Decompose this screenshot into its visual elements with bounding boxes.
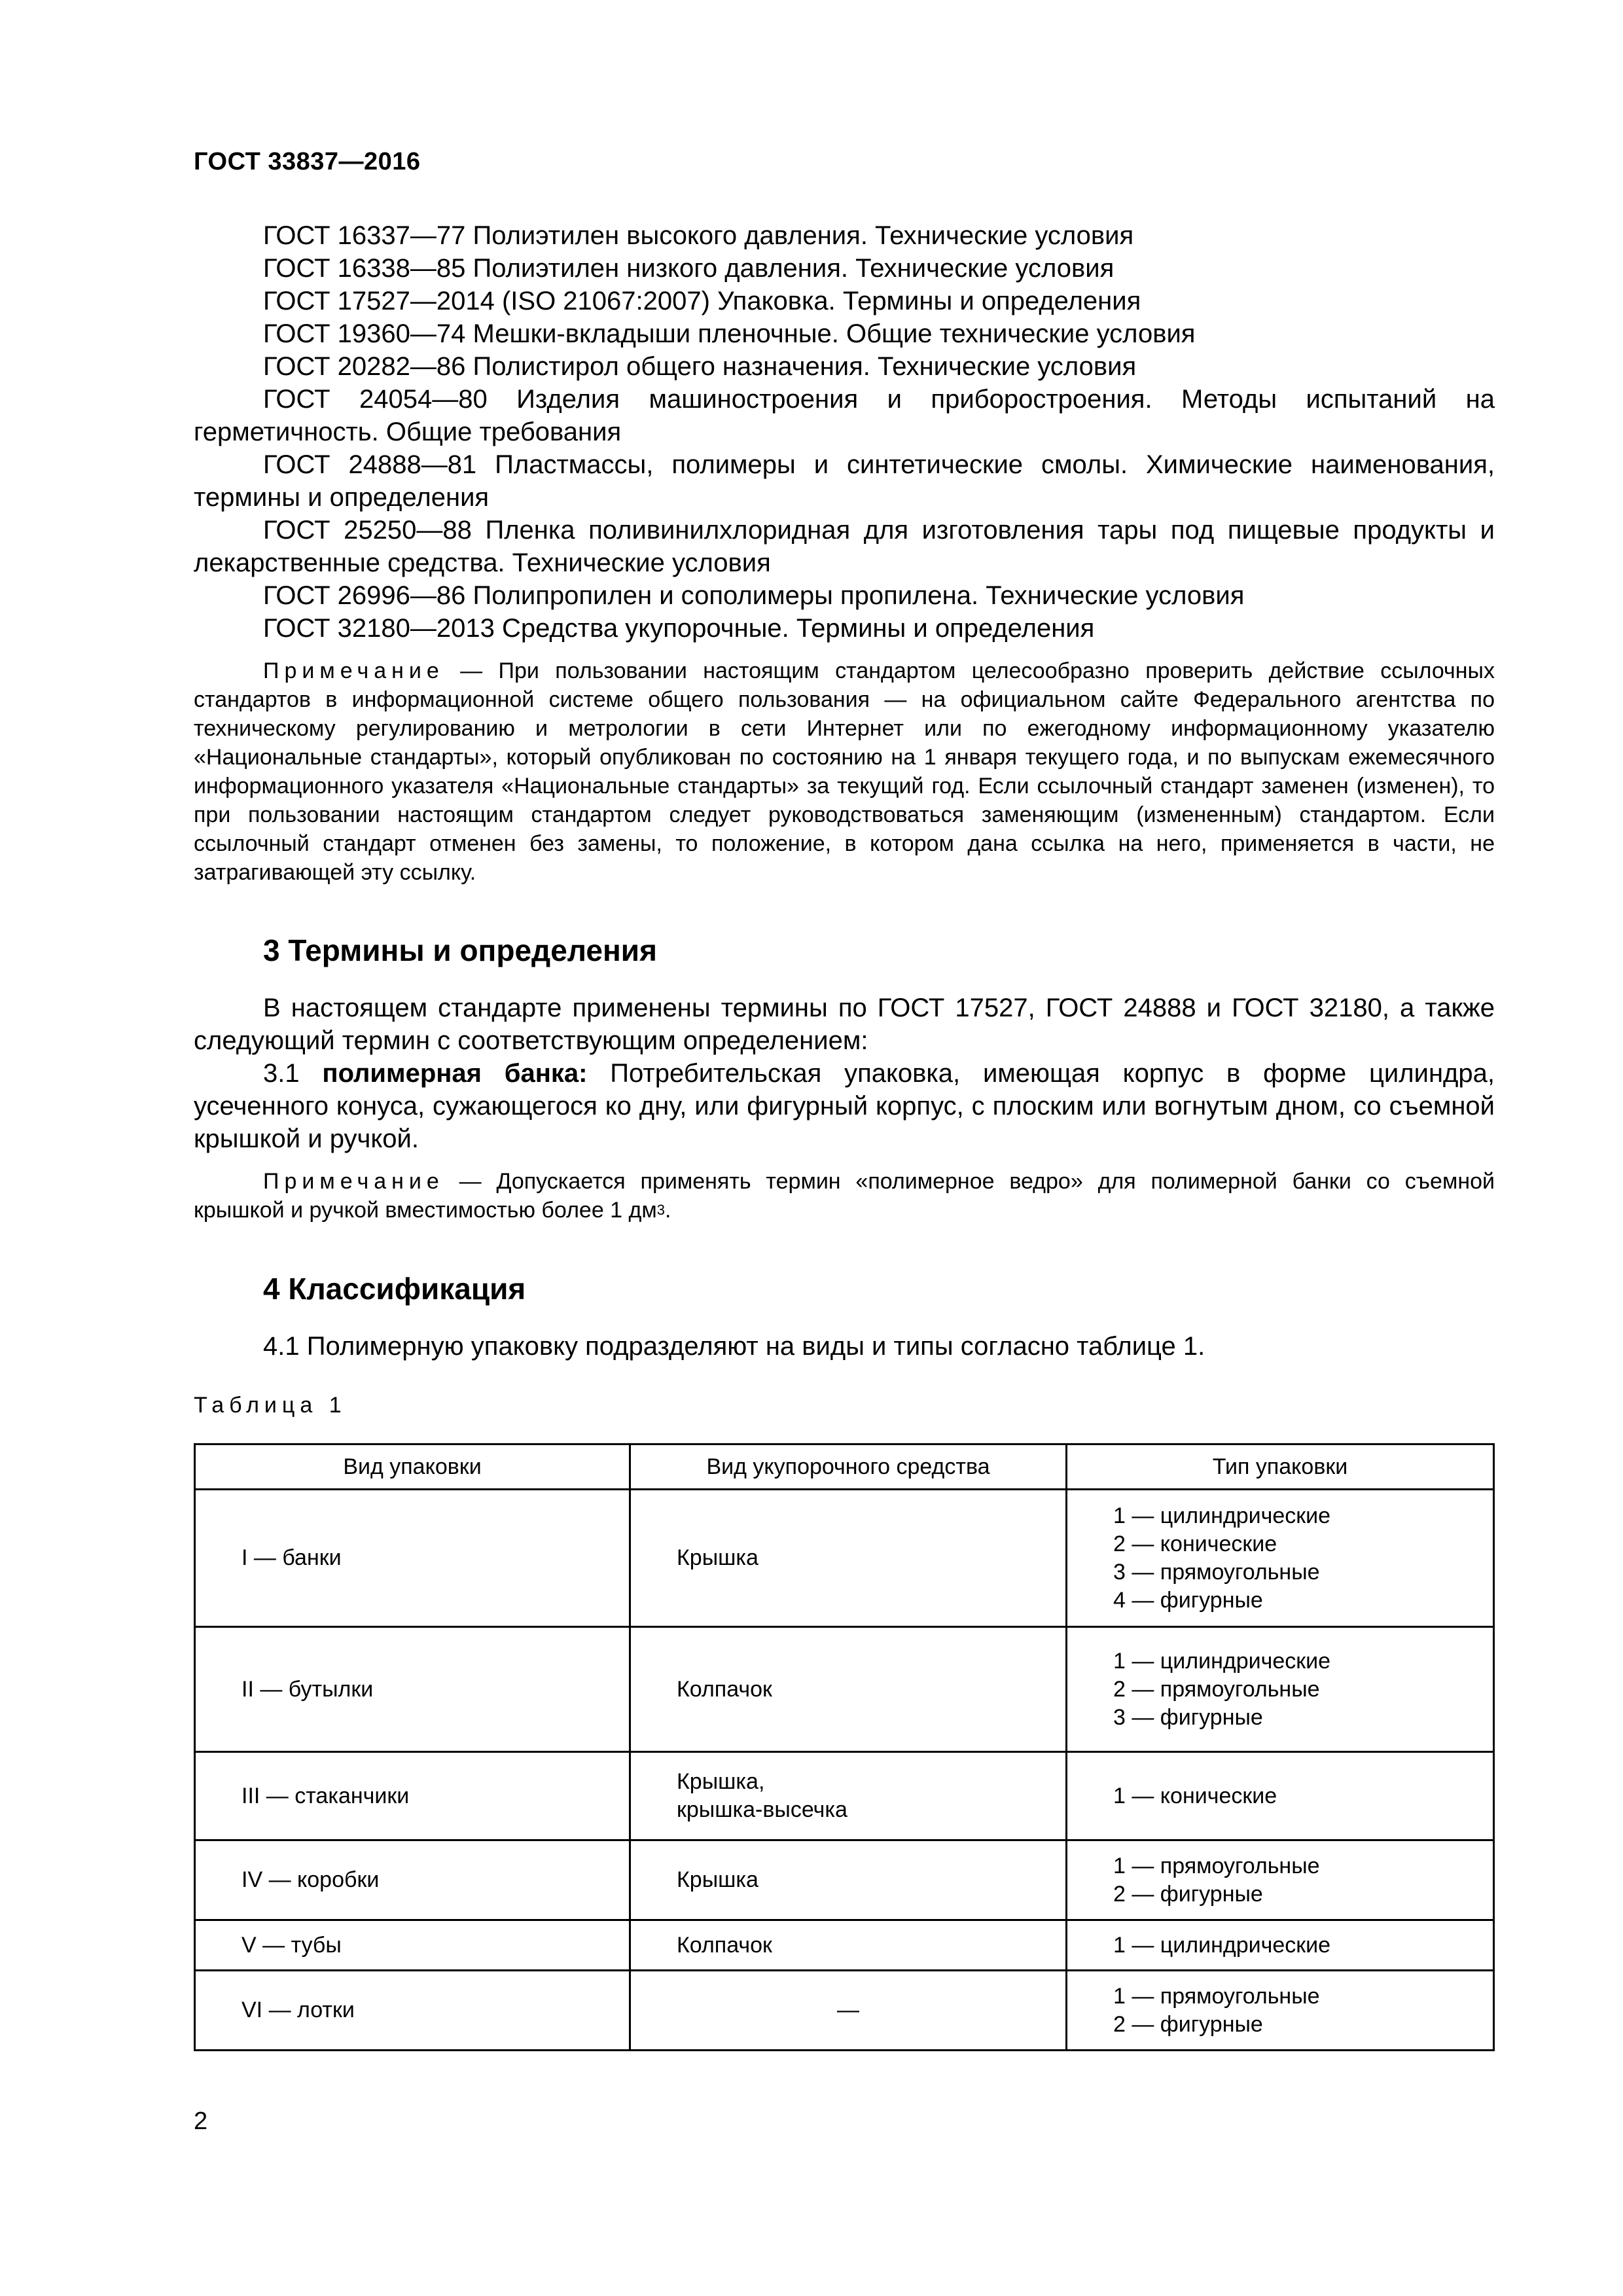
table-row [195, 1490, 1494, 1627]
type-line: 3 — фигурные [1113, 1704, 1263, 1730]
closure-cell [630, 1627, 1067, 1752]
closure-line: Колпачок [677, 1932, 772, 1958]
note-text: — При пользовании настоящим стандартом целесообразно проверить действие ссылочных стандартов в информационной системе общего пользования — на официальном сайте Федерального агентства по техническому регулированию и метрологии в сети Интернет или по ежегодному информационному указателю «Национальные стандарты», который опубликован по состоянию на 1 января текущего года, и по выпускам ежемесячного информационного указателя «Национальные стандарты» за текущий год. Если ссылочный стандарт заменен (изменен), то при пользовании настоящим стандартом следует руководствоваться заменяющим (измененным) стандартом. Если ссылочный стандарт отменен без замены, то положение, в котором дана ссылка на него, применяется в части, не затрагивающей эту ссылку. [194, 658, 1495, 885]
note-label: Примечание [263, 658, 444, 683]
packaging-types-cell [1067, 1627, 1494, 1752]
term-number: 3.1 [263, 1059, 300, 1088]
packaging-kind-cell: IV — коробки [195, 1840, 630, 1920]
note-superscript: 3 [656, 1202, 665, 1218]
closure-line: — [837, 1998, 859, 2022]
closure-cell [630, 1752, 1067, 1840]
table-caption: Таблица 1 [194, 1393, 347, 1418]
closure-line: Крышка, [677, 1769, 765, 1794]
classification-paragraph: 4.1 Полимерную упаковку подразделяют на виды и типы согласно таблице 1. [263, 1332, 1205, 1361]
type-line: 1 — прямоугольные [1113, 1983, 1320, 2009]
table-row [195, 1840, 1494, 1920]
document-header: ГОСТ 33837—2016 [194, 148, 421, 175]
note-end: . [665, 1198, 671, 1223]
type-line: 4 — фигурные [1113, 1587, 1263, 1613]
table-header-cell: Вид упаковки [195, 1444, 630, 1490]
table-row [195, 1752, 1494, 1840]
table-row [195, 1920, 1494, 1971]
closure-cell [630, 1920, 1067, 1971]
type-line: 2 — фигурные [1113, 2011, 1263, 2037]
closure-cell [630, 1490, 1067, 1627]
reference-item: ГОСТ 32180—2013 Средства укупорочные. Термины и определения [263, 614, 1095, 643]
closure-line: Крышка [677, 1867, 758, 1892]
table-header-cell: Вид укупорочного средства [630, 1444, 1067, 1490]
reference-item: ГОСТ 17527—2014 (ISO 21067:2007) Упаковка. Термины и определения [263, 287, 1141, 315]
reference-item: ГОСТ 19360—74 Мешки-вкладыши пленочные. Общие технические условия [263, 319, 1196, 348]
section-heading: 4 Классификация [263, 1272, 526, 1306]
section-classification [194, 1271, 1495, 1363]
closure-cell [630, 1840, 1067, 1920]
type-line: 2 — конические [1113, 1531, 1277, 1556]
section-terms [194, 933, 1495, 1225]
packaging-kind-cell: I — банки [195, 1490, 630, 1627]
packaging-types-cell [1067, 1920, 1494, 1971]
closure-line: крышка-высечка [677, 1797, 847, 1822]
packaging-kind-cell: VI — лотки [195, 1971, 630, 2051]
reference-item: ГОСТ 24054—80 Изделия машиностроения и приборостроения. Методы испытаний на герметичность. Общие требования [194, 385, 1495, 446]
closure-cell [630, 1971, 1067, 2051]
type-line: 1 — цилиндрические [1113, 1503, 1331, 1528]
type-line: 1 — цилиндрические [1113, 1932, 1331, 1958]
reference-item: ГОСТ 16338—85 Полиэтилен низкого давления. Технические условия [263, 254, 1115, 283]
table-row [195, 1971, 1494, 2051]
reference-item: ГОСТ 26996—86 Полипропилен и сополимеры пропилена. Технические условия [263, 581, 1245, 610]
term-text: Потребительская упаковка, имеющая корпус в форме цилиндра, усеченного конуса, сужающегося ко дну, или фигурный корпус, с плоским или вогнутым дном, со съемной крышкой и ручкой. [194, 1059, 1495, 1153]
reference-item: ГОСТ 16337—77 Полиэтилен высокого давления. Технические условия [263, 221, 1134, 250]
type-line: 1 — цилиндрические [1113, 1648, 1331, 1674]
packaging-types-cell [1067, 1490, 1494, 1627]
packaging-types-cell [1067, 1840, 1494, 1920]
packaging-types-cell [1067, 1971, 1494, 2051]
type-line: 1 — конические [1113, 1783, 1277, 1808]
type-line: 3 — прямоугольные [1113, 1559, 1320, 1585]
packaging-kind-cell: II — бутылки [195, 1627, 630, 1752]
packaging-kind-cell: V — тубы [195, 1920, 630, 1971]
packaging-types-cell [1067, 1752, 1494, 1840]
table-header-cell: Тип упаковки [1067, 1444, 1494, 1490]
type-line: 1 — прямоугольные [1113, 1853, 1320, 1878]
section-heading: 3 Термины и определения [263, 933, 657, 967]
packaging-kind-cell: III — стаканчики [195, 1752, 630, 1840]
table-row [195, 1627, 1494, 1752]
term-name: полимерная банка: [322, 1059, 588, 1088]
note-text: — Допускается применять термин «полимерное ведро» для полимерной банки со съемной крышкой и ручкой вместимостью более 1 дм [194, 1169, 1495, 1223]
note-label: Примечание [263, 1169, 444, 1194]
reference-item: ГОСТ 24888—81 Пластмассы, полимеры и синтетические смолы. Химические наименования, термины и определения [194, 450, 1495, 512]
term-definition [194, 1057, 1495, 1155]
references-note [194, 656, 1495, 887]
closure-line: Колпачок [677, 1676, 772, 1702]
reference-item: ГОСТ 25250—88 Пленка поливинилхлоридная для изготовления тары под пищевые продукты и лекарственные средства. Технические условия [194, 516, 1495, 577]
classification-table [194, 1443, 1495, 2051]
type-line: 2 — прямоугольные [1113, 1676, 1320, 1702]
reference-item: ГОСТ 20282—86 Полистирол общего назначения. Технические условия [263, 352, 1137, 381]
normative-references [194, 219, 1495, 887]
closure-line: Крышка [677, 1545, 758, 1570]
terms-intro: В настоящем стандарте применены термины по ГОСТ 17527, ГОСТ 24888 и ГОСТ 32180, а также следующий термин с соответствующим определением: [194, 994, 1495, 1055]
terms-note [194, 1167, 1495, 1225]
page-number: 2 [194, 2108, 208, 2135]
type-line: 2 — фигурные [1113, 1881, 1263, 1907]
